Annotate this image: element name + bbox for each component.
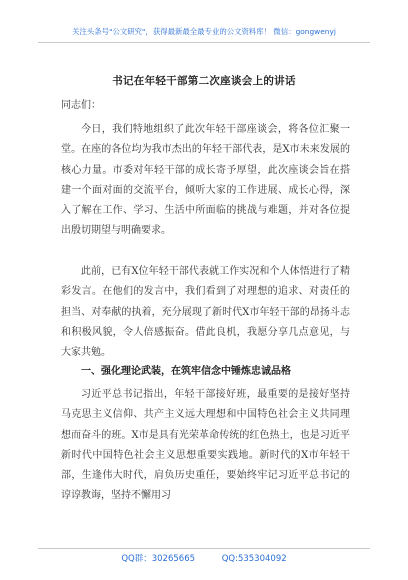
footer-qq: QQ:535304092 [221, 554, 287, 564]
footer-qq-group: QQ群：30265665 [121, 554, 196, 564]
footer [0, 552, 408, 564]
section-heading: 一、强化理论武装，在筑牢信念中锤炼忠诚品格 [81, 366, 291, 377]
header-divider [38, 42, 370, 43]
footer-divider [38, 548, 370, 549]
salutation: 同志们： [61, 100, 101, 111]
header-banner: 关注头条号"公文研究"，获得最新最全最专业的公文资料库！ 微信：gongwenyj [72, 27, 336, 36]
body-paragraph: 此前，已有X位年轻干部代表就工作实况和个人体悟进行了精彩发言。在他们的发言中，我们看到了对理想的追求、对责任的担当、对奉献的执着，充分展现了新时代X市年轻干部的昂扬斗志和积极风貌，令人倍感振奋。借此良机，我愿分享几点意见，与大家共勉。 [61, 266, 350, 359]
body-paragraph: 习近平总书记指出，年轻干部接好班，最重要的是接好坚持马克思主义信仰、共产主义远大理想和中国特色社会主义共同理想而奋斗的班。X市是具有光荣革命传统的红色热土，也是习近平新时代中国特色社会主义思想重要实践地。新时代的X市年轻干部，生逢伟大时代，肩负历史重任，要始终牢记习近平总书记的谆谆教诲，坚持不懈用习 [61, 389, 350, 502]
document-title: 书记在年轻干部第二次座谈会上的讲话 [112, 75, 296, 87]
body-paragraph: 今日，我们特地组织了此次年轻干部座谈会，将各位汇聚一堂。在座的各位均为我市杰出的年轻干部代表，是X市未来发展的核心力量。市委对年轻干部的成长寄予厚望，此次座谈会旨在搭建一个面对面的交流平台，倾听大家的工作进展、成长心得，深入了解在工作、学习、生活中所面临的挑战与难题，并对各位提出殷切期望与明确要求。 [61, 124, 350, 237]
